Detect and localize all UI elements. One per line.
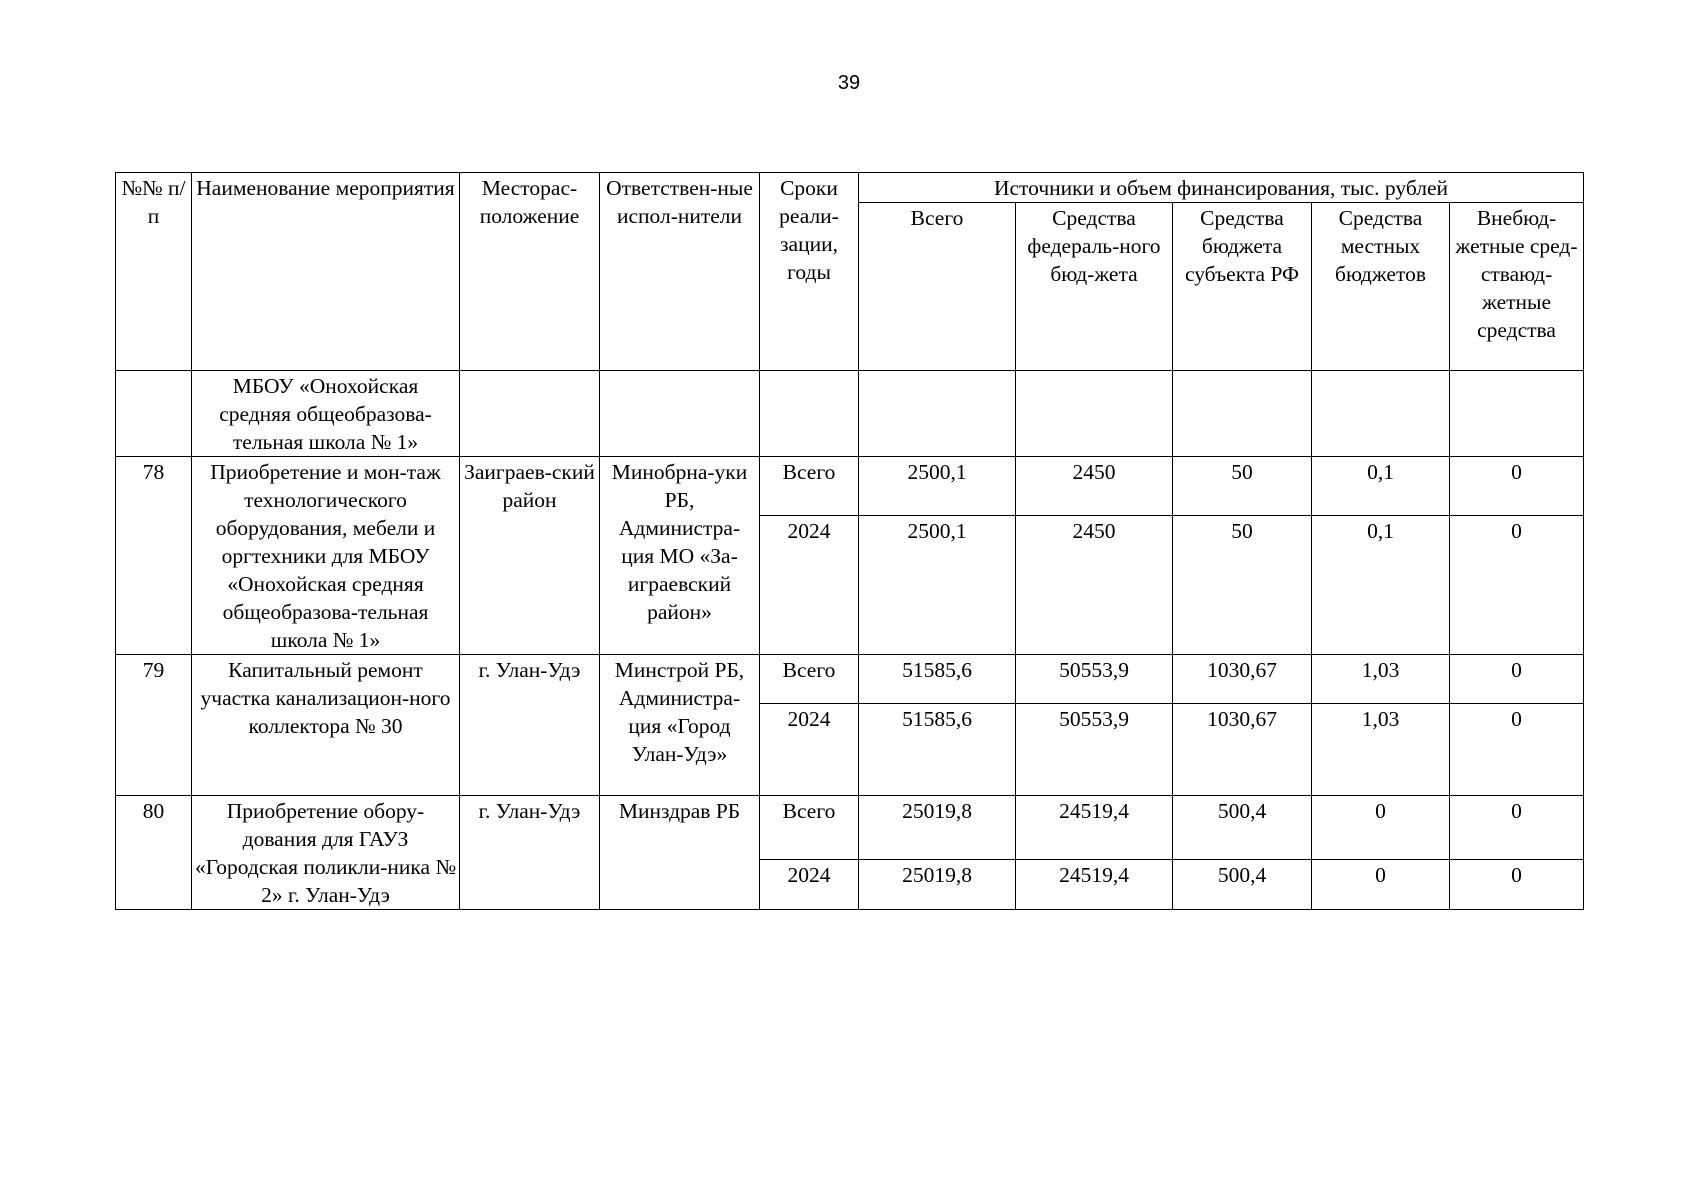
row-subject: 50 [1173, 457, 1312, 516]
row-responsible: Минздрав РБ [600, 796, 760, 910]
continuation-row [116, 371, 1584, 457]
cont-location [460, 371, 600, 457]
cont-terms [760, 371, 859, 457]
header-federal: Средства федераль-ного бюд-жета [1016, 203, 1173, 371]
row-subject: 500,4 [1173, 860, 1312, 910]
row-subject: 50 [1173, 515, 1312, 654]
row-local: 0 [1312, 796, 1450, 860]
row-subject: 1030,67 [1173, 655, 1312, 704]
row-local: 0,1 [1312, 515, 1450, 654]
table-row [116, 457, 1584, 516]
row-extra: 0 [1450, 457, 1584, 516]
cont-federal [1016, 371, 1173, 457]
row-federal: 2450 [1016, 457, 1173, 516]
cont-name: МБОУ «Онохойская средняя общеобразова-тельная школа № 1» [192, 371, 460, 457]
row-total: 51585,6 [859, 655, 1016, 704]
header-extra: Внебюд-жетные сред-стваюд-жетные средства [1450, 203, 1584, 371]
row-total: 51585,6 [859, 704, 1016, 796]
header-name: Наименование мероприятия [192, 173, 460, 371]
row-extra: 0 [1450, 515, 1584, 654]
row-term: 2024 [760, 860, 859, 910]
row-num: 80 [116, 796, 192, 910]
row-name: Приобретение обору-дования для ГАУЗ «Городская поликли-ника № 2» г. Улан-Удэ [192, 796, 460, 910]
cont-local [1312, 371, 1450, 457]
row-term: Всего [760, 796, 859, 860]
financing-table [115, 172, 1584, 910]
row-location: г. Улан-Удэ [460, 655, 600, 796]
row-subject: 500,4 [1173, 796, 1312, 860]
row-local: 1,03 [1312, 655, 1450, 704]
row-term: Всего [760, 457, 859, 516]
table-row [116, 655, 1584, 704]
row-num: 79 [116, 655, 192, 796]
row-total: 25019,8 [859, 860, 1016, 910]
header-subject: Средства бюджета субъекта РФ [1173, 203, 1312, 371]
row-extra: 0 [1450, 860, 1584, 910]
row-federal: 24519,4 [1016, 860, 1173, 910]
row-location: г. Улан-Удэ [460, 796, 600, 910]
header-location: Месторас-положение [460, 173, 600, 371]
row-term: 2024 [760, 515, 859, 654]
row-total: 2500,1 [859, 515, 1016, 654]
row-local: 0,1 [1312, 457, 1450, 516]
page-number: 39 [837, 72, 861, 94]
cont-total [859, 371, 1016, 457]
header-total: Всего [859, 203, 1016, 371]
header-local: Средства местных бюджетов [1312, 203, 1450, 371]
row-extra: 0 [1450, 655, 1584, 704]
row-term: Всего [760, 655, 859, 704]
row-location: Заиграев-ский район [460, 457, 600, 655]
cont-extra [1450, 371, 1584, 457]
row-num: 78 [116, 457, 192, 655]
header-row-1 [116, 173, 1584, 203]
row-name: Приобретение и мон-таж технологического оборудования, мебели и оргтехники для МБОУ «Онохойская средняя общеобразова-тельная школа № 1» [192, 457, 460, 655]
row-name: Капитальный ремонт участка канализацион-ного коллектора № 30 [192, 655, 460, 796]
row-responsible: Минобрна-уки РБ, Администра-ция МО «За-играевский район» [600, 457, 760, 655]
row-federal: 50553,9 [1016, 704, 1173, 796]
row-term: 2024 [760, 704, 859, 796]
row-subject: 1030,67 [1173, 704, 1312, 796]
row-local: 0 [1312, 860, 1450, 910]
row-total: 25019,8 [859, 796, 1016, 860]
table-row [116, 796, 1584, 860]
row-federal: 24519,4 [1016, 796, 1173, 860]
row-federal: 2450 [1016, 515, 1173, 654]
row-extra: 0 [1450, 796, 1584, 860]
row-total: 2500,1 [859, 457, 1016, 516]
header-responsible: Ответствен-ные испол-нители [600, 173, 760, 371]
row-federal: 50553,9 [1016, 655, 1173, 704]
cont-num [116, 371, 192, 457]
header-terms: Сроки реали-зации, годы [760, 173, 859, 371]
header-funding-group: Источники и объем финансирования, тыс. рублей [859, 173, 1584, 203]
row-extra: 0 [1450, 704, 1584, 796]
header-num: №№ п/п [116, 173, 192, 371]
row-local: 1,03 [1312, 704, 1450, 796]
cont-responsible [600, 371, 760, 457]
row-responsible: Минстрой РБ, Администра-ция «Город Улан-Удэ» [600, 655, 760, 796]
cont-subject [1173, 371, 1312, 457]
